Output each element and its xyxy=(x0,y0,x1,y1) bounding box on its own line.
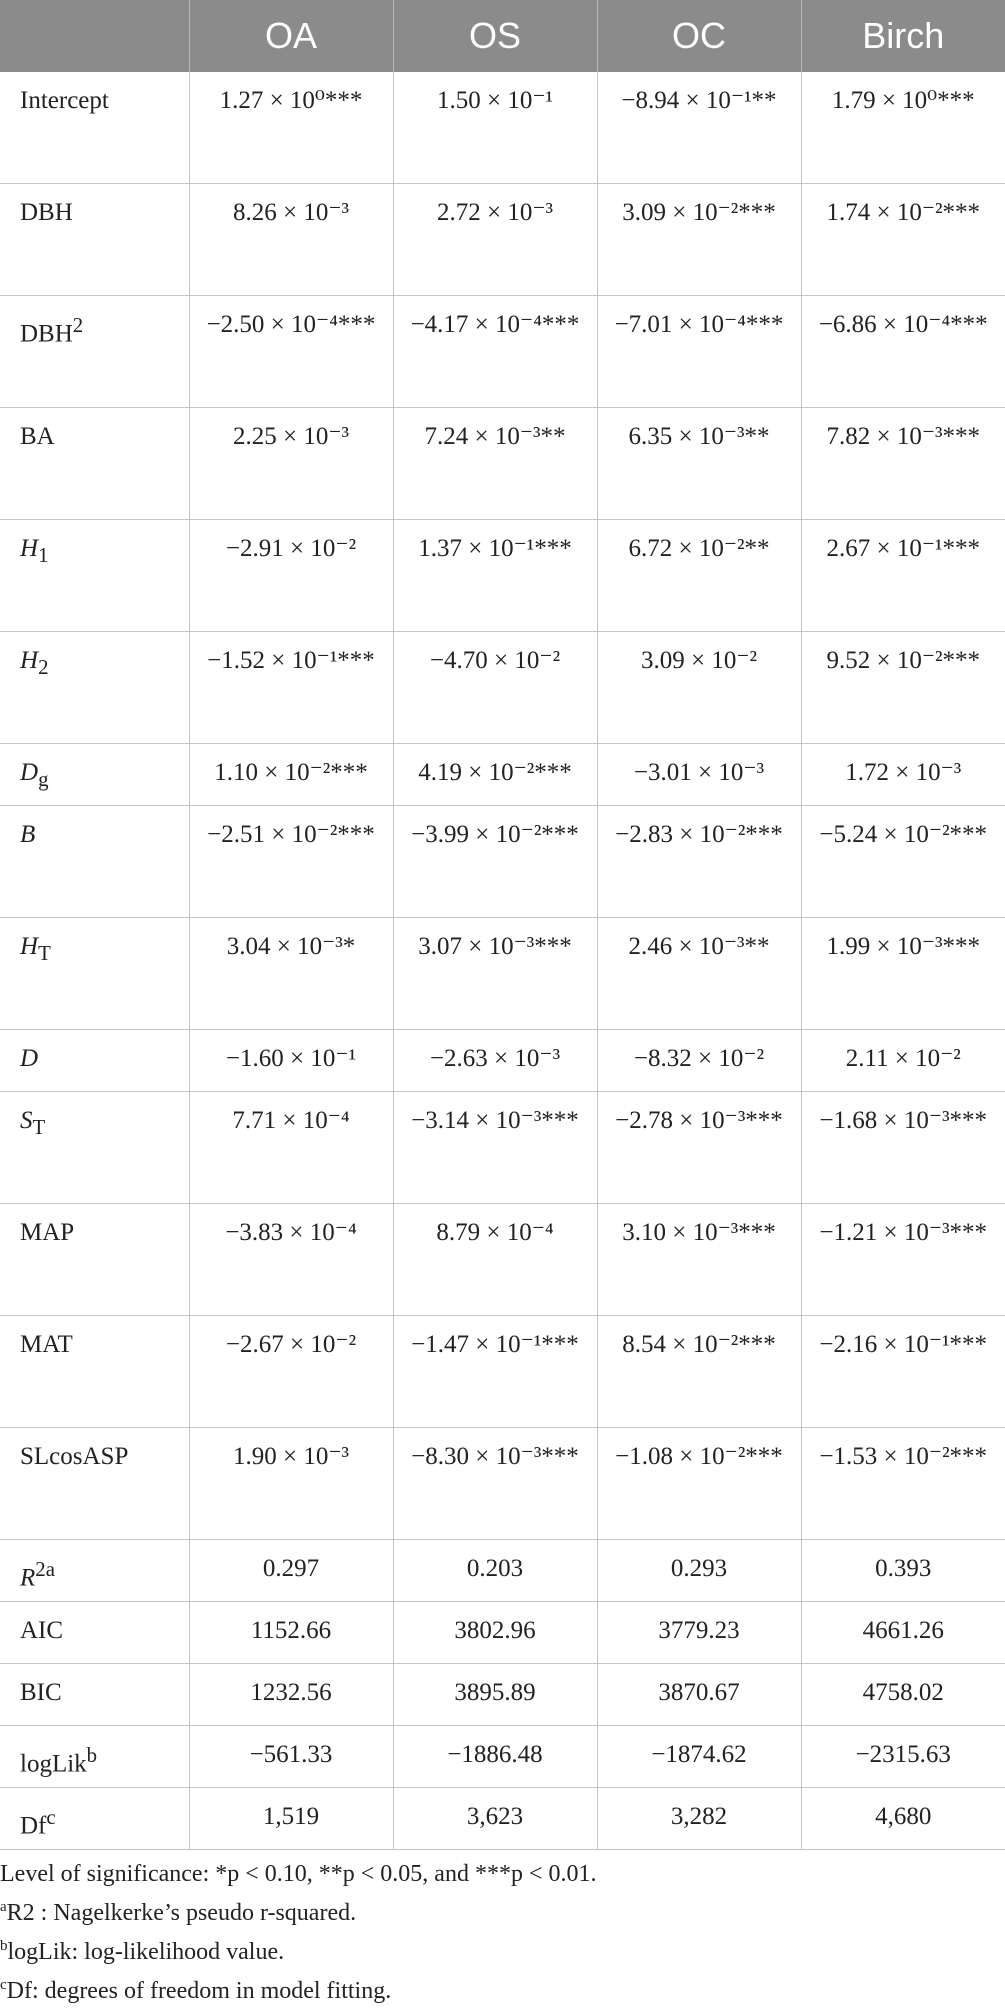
table-cell: 1.74 × 10⁻²*** xyxy=(801,184,1005,296)
table-cell: 3,623 xyxy=(393,1788,597,1850)
row-label: Intercept xyxy=(0,72,189,184)
table-row xyxy=(0,1316,1005,1428)
table-cell: −8.30 × 10⁻³*** xyxy=(393,1428,597,1540)
table-row xyxy=(0,1428,1005,1540)
table-cell: −3.99 × 10⁻²*** xyxy=(393,806,597,918)
footnote-b-marker: b xyxy=(0,1938,8,1954)
table-row xyxy=(0,520,1005,632)
table-cell: −1.68 × 10⁻³*** xyxy=(801,1092,1005,1204)
table-cell: −1.60 × 10⁻¹ xyxy=(189,1030,393,1092)
table-row xyxy=(0,1664,1005,1726)
row-label: DBH$^2$ xyxy=(0,296,189,408)
table-cell: −2.67 × 10⁻² xyxy=(189,1316,393,1428)
header-oc: OC xyxy=(597,0,801,72)
table-cell: 6.35 × 10⁻³** xyxy=(597,408,801,520)
table-cell: −7.01 × 10⁻⁴*** xyxy=(597,296,801,408)
table-cell: 1.72 × 10⁻³ xyxy=(801,744,1005,806)
table-cell: 0.393 xyxy=(801,1540,1005,1602)
footnote-c-marker: c xyxy=(0,1977,7,1993)
table-row xyxy=(0,1540,1005,1602)
table-cell: 4.19 × 10⁻²*** xyxy=(393,744,597,806)
table-cell: 1.37 × 10⁻¹*** xyxy=(393,520,597,632)
table-cell: −2.63 × 10⁻³ xyxy=(393,1030,597,1092)
footnote-a-marker: a xyxy=(0,1899,7,1915)
table-cell: 1.27 × 10⁰*** xyxy=(189,72,393,184)
row-label: $H_1$ xyxy=(0,520,189,632)
table-cell: −1.21 × 10⁻³*** xyxy=(801,1204,1005,1316)
table-cell: 1.50 × 10⁻¹ xyxy=(393,72,597,184)
footnote-c-text: Df: degrees of freedom in model fitting. xyxy=(6,1978,392,2004)
footnote-a-text: R2 : Nagelkerke’s pseudo r-squared. xyxy=(6,1900,357,1926)
row-label: BA xyxy=(0,408,189,520)
table-row xyxy=(0,632,1005,744)
table-cell: 8.54 × 10⁻²*** xyxy=(597,1316,801,1428)
table-cell: −1.52 × 10⁻¹*** xyxy=(189,632,393,744)
table-cell: 2.67 × 10⁻¹*** xyxy=(801,520,1005,632)
table-row xyxy=(0,1602,1005,1664)
table-cell: 1232.56 xyxy=(189,1664,393,1726)
table-cell: 1.90 × 10⁻³ xyxy=(189,1428,393,1540)
table-cell: −1874.62 xyxy=(597,1726,801,1788)
table-row xyxy=(0,806,1005,918)
table-cell: −2.91 × 10⁻² xyxy=(189,520,393,632)
table-cell: 7.82 × 10⁻³*** xyxy=(801,408,1005,520)
header-oa: OA xyxy=(189,0,393,72)
table-cell: 4758.02 xyxy=(801,1664,1005,1726)
table-row xyxy=(0,184,1005,296)
table-cell: −3.14 × 10⁻³*** xyxy=(393,1092,597,1204)
row-label: SLcosASP xyxy=(0,1428,189,1540)
header-blank xyxy=(0,0,189,72)
table-cell: −4.70 × 10⁻² xyxy=(393,632,597,744)
table-cell: −4.17 × 10⁻⁴*** xyxy=(393,296,597,408)
table-cell: 3779.23 xyxy=(597,1602,801,1664)
header-os: OS xyxy=(393,0,597,72)
table-cell: 0.203 xyxy=(393,1540,597,1602)
table-row xyxy=(0,1726,1005,1788)
table-row xyxy=(0,408,1005,520)
table-cell: 2.72 × 10⁻³ xyxy=(393,184,597,296)
table-cell: 3.04 × 10⁻³* xyxy=(189,918,393,1030)
table-cell: −1.47 × 10⁻¹*** xyxy=(393,1316,597,1428)
table-row xyxy=(0,744,1005,806)
row-label: $S_T$ xyxy=(0,1092,189,1204)
row-label: Df$^c$ xyxy=(0,1788,189,1850)
table-cell: 7.71 × 10⁻⁴ xyxy=(189,1092,393,1204)
table-row xyxy=(0,1204,1005,1316)
table-cell: −3.83 × 10⁻⁴ xyxy=(189,1204,393,1316)
row-label: B xyxy=(0,806,189,918)
table-row xyxy=(0,1030,1005,1092)
table-row xyxy=(0,296,1005,408)
header-birch: Birch xyxy=(801,0,1005,72)
table-cell: 1.79 × 10⁰*** xyxy=(801,72,1005,184)
row-label: AIC xyxy=(0,1602,189,1664)
table-row xyxy=(0,1788,1005,1850)
row-label: $R^{2a}$ xyxy=(0,1540,189,1602)
row-label: MAT xyxy=(0,1316,189,1428)
table-cell: 0.293 xyxy=(597,1540,801,1602)
row-label: MAP xyxy=(0,1204,189,1316)
table-cell: 3.09 × 10⁻² xyxy=(597,632,801,744)
table-cell: 7.24 × 10⁻³** xyxy=(393,408,597,520)
table-row xyxy=(0,918,1005,1030)
table-cell: 6.72 × 10⁻²** xyxy=(597,520,801,632)
table-cell: −2.78 × 10⁻³*** xyxy=(597,1092,801,1204)
table-header xyxy=(0,0,1005,72)
table-cell: 0.297 xyxy=(189,1540,393,1602)
table-cell: 3.09 × 10⁻²*** xyxy=(597,184,801,296)
table-cell: −2315.63 xyxy=(801,1726,1005,1788)
row-label: $H_2$ xyxy=(0,632,189,744)
table-cell: 3,282 xyxy=(597,1788,801,1850)
table-cell: 3895.89 xyxy=(393,1664,597,1726)
table-cell: 8.26 × 10⁻³ xyxy=(189,184,393,296)
footnote-a xyxy=(0,1894,1005,1933)
row-label: logLik$^b$ xyxy=(0,1726,189,1788)
table-cell: −1.53 × 10⁻²*** xyxy=(801,1428,1005,1540)
row-label: $D_g$ xyxy=(0,744,189,806)
table-cell: 1,519 xyxy=(189,1788,393,1850)
table-cell: 1.99 × 10⁻³*** xyxy=(801,918,1005,1030)
table-cell: 1.10 × 10⁻²*** xyxy=(189,744,393,806)
table-cell: −8.32 × 10⁻² xyxy=(597,1030,801,1092)
table-cell: −3.01 × 10⁻³ xyxy=(597,744,801,806)
table-body xyxy=(0,72,1005,1850)
table-cell: 3802.96 xyxy=(393,1602,597,1664)
table-cell: −561.33 xyxy=(189,1726,393,1788)
footnote-b xyxy=(0,1933,1005,1972)
header-row xyxy=(0,0,1005,72)
row-label: DBH xyxy=(0,184,189,296)
row-label: BIC xyxy=(0,1664,189,1726)
table-cell: 3870.67 xyxy=(597,1664,801,1726)
table-cell: 3.07 × 10⁻³*** xyxy=(393,918,597,1030)
table-cell: 2.11 × 10⁻² xyxy=(801,1030,1005,1092)
significance-note: Level of significance: *p < 0.10, **p < 0.05, and ***p < 0.01. xyxy=(0,1861,597,1887)
table-cell: −2.51 × 10⁻²*** xyxy=(189,806,393,918)
table-cell: −6.86 × 10⁻⁴*** xyxy=(801,296,1005,408)
table-cell: −1.08 × 10⁻²*** xyxy=(597,1428,801,1540)
footnote-b-text: logLik: log-likelihood value. xyxy=(7,1939,285,1965)
table-cell: −2.16 × 10⁻¹*** xyxy=(801,1316,1005,1428)
table-cell: −1886.48 xyxy=(393,1726,597,1788)
table-cell: 1152.66 xyxy=(189,1602,393,1664)
footnote-c xyxy=(0,1972,1005,2011)
table-cell: −5.24 × 10⁻²*** xyxy=(801,806,1005,918)
table-cell: 8.79 × 10⁻⁴ xyxy=(393,1204,597,1316)
table-cell: 2.46 × 10⁻³** xyxy=(597,918,801,1030)
table-cell: 2.25 × 10⁻³ xyxy=(189,408,393,520)
table-cell: −8.94 × 10⁻¹** xyxy=(597,72,801,184)
row-label: $H_T$ xyxy=(0,918,189,1030)
table-cell: 3.10 × 10⁻³*** xyxy=(597,1204,801,1316)
table-cell: 4,680 xyxy=(801,1788,1005,1850)
table-row xyxy=(0,1092,1005,1204)
table-cell: 9.52 × 10⁻²*** xyxy=(801,632,1005,744)
table-row xyxy=(0,72,1005,184)
table-cell: 4661.26 xyxy=(801,1602,1005,1664)
table-cell: −2.83 × 10⁻²*** xyxy=(597,806,801,918)
table-cell: −2.50 × 10⁻⁴*** xyxy=(189,296,393,408)
row-label: D xyxy=(0,1030,189,1092)
table-footnotes xyxy=(0,1855,1005,2011)
